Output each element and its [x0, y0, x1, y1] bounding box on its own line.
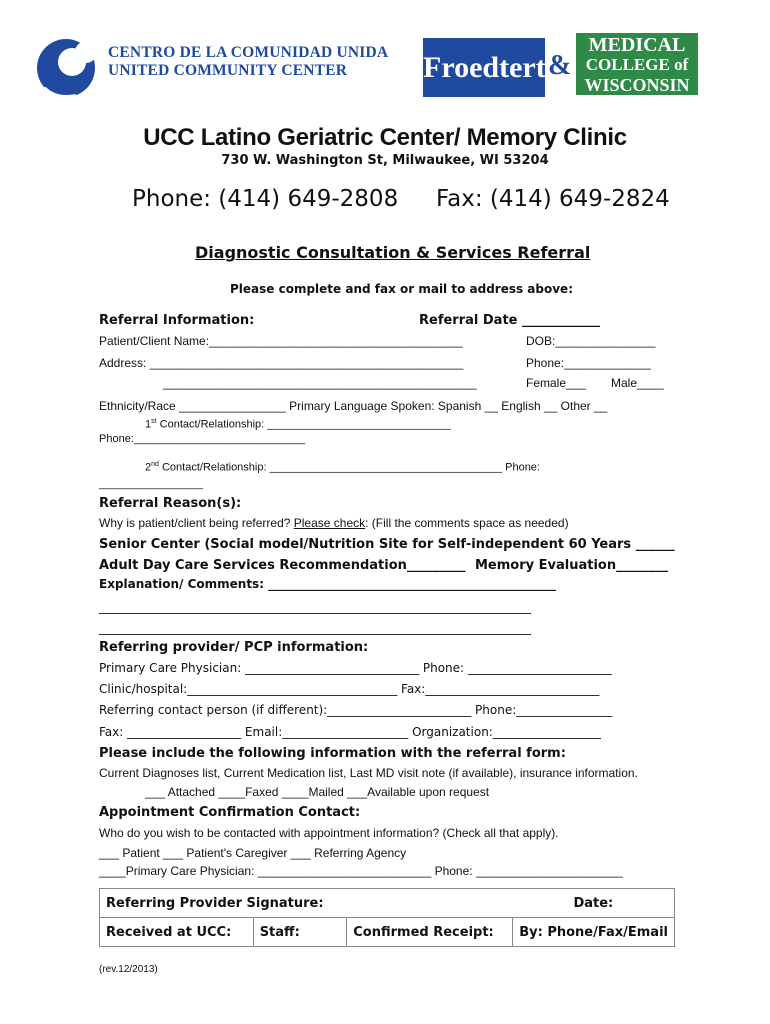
adult-day-care-option[interactable]: Adult Day Care Services Recommendation_________ [99, 558, 466, 573]
include-info-heading: Please include the following information with the referral form: [99, 746, 566, 761]
signature-cell[interactable]: Referring Provider Signature: [100, 889, 513, 918]
ucc-logo [36, 30, 102, 104]
form-instructions: Please complete and fax or mail to address above: [230, 282, 573, 296]
date-cell[interactable]: Date: [513, 889, 675, 918]
mcw-line1: MEDICAL [588, 34, 686, 56]
mcw-logo [576, 33, 698, 95]
provider-heading: Referring provider/ PCP information: [99, 640, 369, 655]
address-field[interactable]: Address: _______________________________________________ [99, 356, 464, 370]
explanation-line-1[interactable]: ________________________________________________________________________ [99, 600, 531, 614]
clinic-field[interactable]: Clinic/hospital:___________________________________ Fax:_____________________________ [99, 682, 600, 696]
receipt-row [100, 918, 675, 947]
contact2-field[interactable]: 2nd Contact/Relationship: ______________________________________ Phone: [145, 461, 540, 474]
explanation-line-2[interactable]: ________________________________________________________________________ [99, 621, 531, 635]
receipt-table [99, 888, 675, 947]
pcp-field[interactable]: Primary Care Physician: _____________________________ Phone: ________________________ [99, 661, 612, 675]
appointment-question: Who do you wish to be contacted with appointment information? (Check all that apply). [99, 826, 559, 840]
appointment-heading: Appointment Confirmation Contact: [99, 805, 361, 820]
referral-reason-heading: Referral Reason(s): [99, 496, 242, 511]
senior-center-option[interactable]: Senior Center (Social model/Nutrition Site for Self-independent 60 Years ______ [99, 537, 675, 552]
male-checkbox[interactable]: Male____ [611, 376, 664, 390]
froedtert-logo: Froedtert [423, 38, 545, 97]
reason-question-a: Why is patient/client being referred? [99, 516, 294, 530]
page-title: UCC Latino Geriatric Center/ Memory Clinic [143, 124, 627, 151]
memory-evaluation-option[interactable]: Memory Evaluation________ [475, 558, 669, 573]
ucc-name-english: UNITED COMMUNITY CENTER [108, 62, 348, 79]
ucc-emblem-icon [36, 30, 102, 104]
contact1-field[interactable]: 1st Contact/Relationship: ______________________________ [145, 418, 451, 431]
contact1-phone-field[interactable]: Phone:____________________________ [99, 433, 306, 445]
referral-date-field[interactable]: Referral Date ____________ [419, 313, 600, 328]
patient-phone-field[interactable]: Phone:_____________ [526, 356, 651, 370]
reason-question [99, 516, 569, 530]
ethnicity-language-row[interactable]: Ethnicity/Race ________________ Primary Language Spoken: Spanish __ English __ Other __ [99, 399, 608, 413]
contact2-phone-line[interactable]: _________________ [99, 478, 204, 490]
address-line2-field[interactable]: _______________________________________________ [163, 376, 477, 390]
reason-question-c: : (Fill the comments space as needed) [365, 516, 569, 530]
logo-ampersand: & [548, 50, 572, 81]
revision-note: (rev.12/2013) [99, 964, 158, 975]
send-method-options[interactable]: ___ Attached ____Faxed ____Mailed ___Available upon request [145, 785, 490, 799]
appointment-contact-options[interactable]: ___ Patient ___ Patient's Caregiver ___ Referring Agency [99, 846, 407, 860]
patient-name-field[interactable]: Patient/Client Name:______________________________________ [99, 334, 463, 348]
staff-cell[interactable]: Staff: [253, 918, 347, 947]
explanation-field[interactable]: Explanation/ Comments: ________________________________________________ [99, 577, 557, 591]
mcw-line2: COLLEGE of [585, 55, 689, 74]
received-cell[interactable]: Received at UCC: [100, 918, 254, 947]
clinic-phone: Phone: (414) 649-2808 [132, 186, 399, 212]
form-title: Diagnostic Consultation & Services Referral [195, 243, 591, 262]
fax-email-field[interactable]: Fax: ___________________ Email:_____________________ Organization:__________________ [99, 725, 601, 739]
dob-field[interactable]: DOB:_______________ [526, 334, 656, 348]
appointment-pcp-field[interactable]: ____Primary Care Physician: __________________________ Phone: ______________________ [99, 864, 623, 878]
by-cell[interactable]: By: Phone/Fax/Email [513, 918, 675, 947]
confirmed-cell[interactable]: Confirmed Receipt: [347, 918, 513, 947]
referral-info-heading: Referral Information: [99, 313, 255, 328]
female-checkbox[interactable]: Female___ [526, 376, 587, 390]
clinic-fax: Fax: (414) 649-2824 [436, 186, 670, 212]
mcw-line3: WISCONSIN [584, 75, 690, 95]
reason-question-b: Please check [293, 516, 366, 530]
signature-row [100, 889, 675, 918]
ucc-name-spanish: CENTRO DE LA COMUNIDAD UNIDA [108, 44, 389, 61]
clinic-address: 730 W. Washington St, Milwaukee, WI 53204 [221, 153, 549, 168]
referring-contact-field[interactable]: Referring contact person (if different):________________________ Phone:________________ [99, 703, 613, 717]
include-info-list: Current Diagnoses list, Current Medication list, Last MD visit note (if available), insurance information. [99, 766, 638, 780]
